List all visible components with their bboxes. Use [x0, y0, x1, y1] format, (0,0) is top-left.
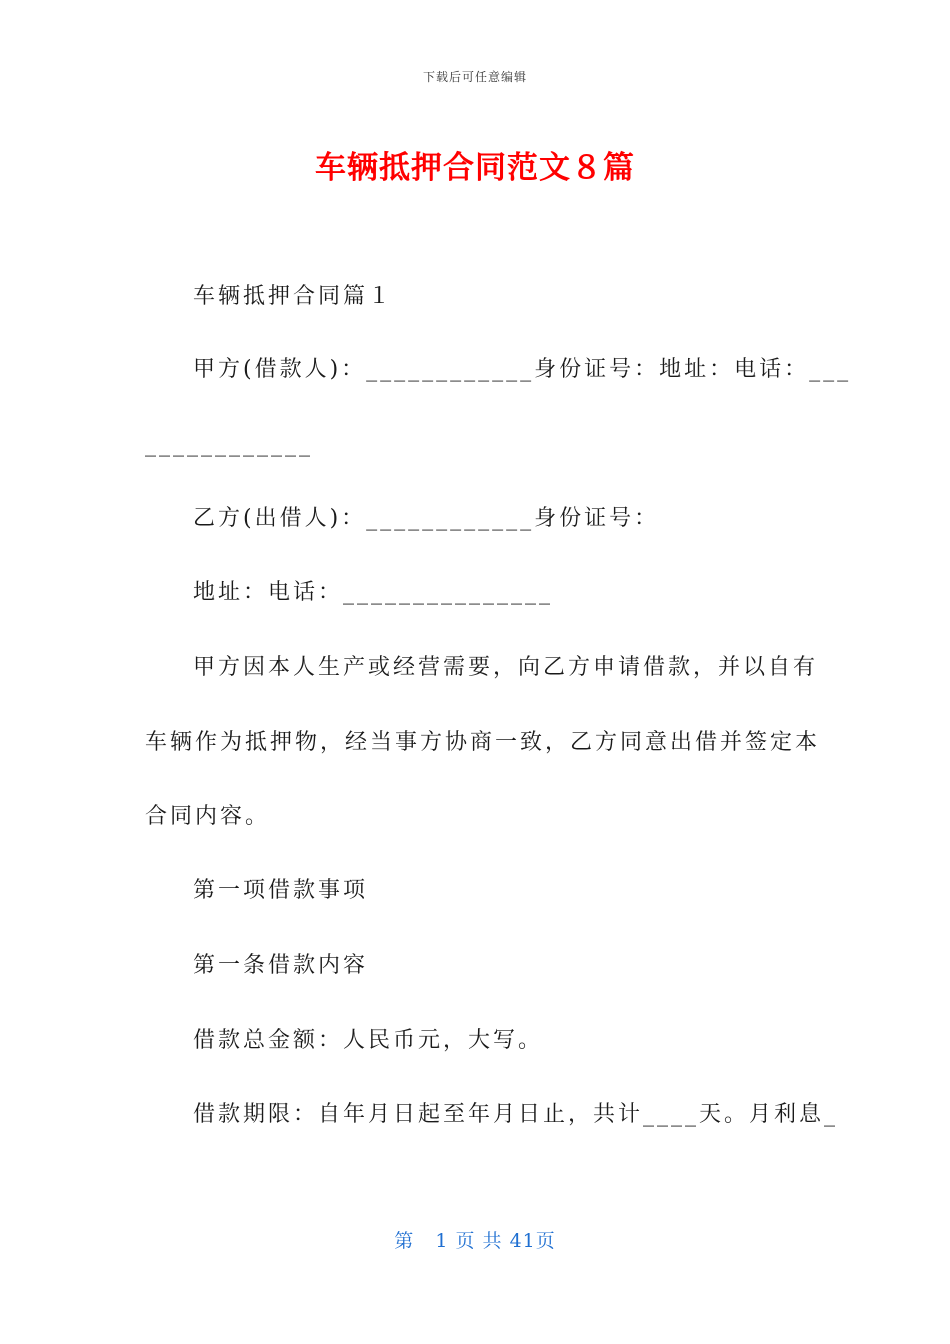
party-b-line-2: 地址：电话：_______________ [193, 580, 554, 605]
loan-term-line: 借款期限：自年月日起至年月日止，共计____天。月利息_ [193, 1102, 839, 1127]
intro-paragraph-line-2: 车辆作为抵押物，经当事方协商一致，乙方同意出借并签定本 [145, 730, 821, 755]
section-heading: 车辆抵押合同篇１ [193, 284, 394, 309]
party-a-line-1: 甲方(借款人)：____________身份证号：地址：电话：___ [193, 357, 852, 382]
footer-prefix: 第 [394, 1230, 415, 1252]
footer-current-page: 1 [435, 1230, 449, 1252]
page-footer [0, 1226, 950, 1253]
document-title: 车辆抵押合同范文８篇 [315, 150, 635, 186]
item-heading: 第一项借款事项 [193, 878, 369, 903]
footer-suffix: 页 [535, 1230, 556, 1252]
party-a-line-2: ____________ [145, 432, 313, 457]
loan-amount-line: 借款总金额：人民币元，大写。 [193, 1028, 544, 1053]
intro-paragraph-line-1: 甲方因本人生产或经营需要，向乙方申请借款，并以自有 [193, 655, 819, 680]
intro-paragraph-line-3: 合同内容。 [145, 804, 271, 829]
party-b-line-1: 乙方(出借人)：____________身份证号： [193, 506, 660, 531]
header-note: 下载后可任意编辑 [422, 70, 527, 84]
clause-heading: 第一条借款内容 [193, 953, 369, 978]
footer-total-pages: 41 [509, 1230, 536, 1252]
footer-middle: 页 共 [455, 1230, 503, 1252]
